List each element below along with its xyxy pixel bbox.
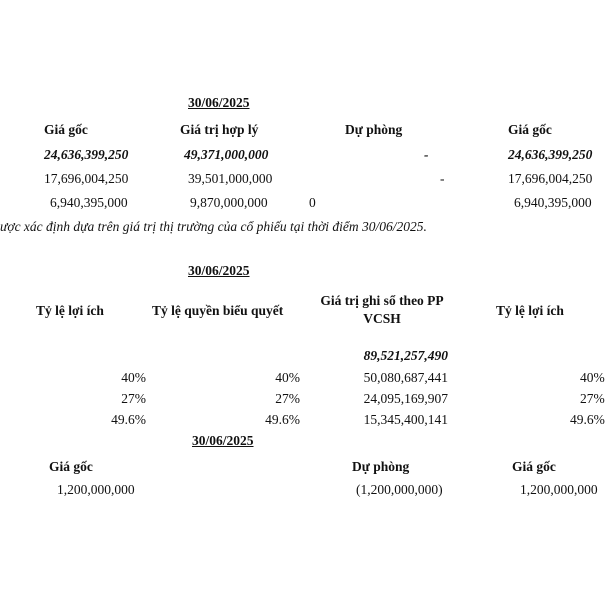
section2-row1-voting: 40% bbox=[275, 370, 300, 385]
section2-row3-book-value: 15,345,400,141 bbox=[363, 412, 448, 427]
section1-header-cost-prior: Giá gốc bbox=[508, 122, 552, 137]
section3-header-cost-prior: Giá gốc bbox=[512, 459, 556, 474]
section1-total-cost-prior: 24,636,399,250 bbox=[508, 147, 593, 162]
section3-row-cost: 1,200,000,000 bbox=[57, 482, 135, 497]
section2-row3-interest-prior: 49.6% bbox=[570, 412, 605, 427]
section1-header-cost: Giá gốc bbox=[44, 122, 88, 137]
section2-header-book-value-line2: VCSH bbox=[363, 311, 401, 326]
section3-header-cost: Giá gốc bbox=[49, 459, 93, 474]
section2-row3-interest: 49.6% bbox=[111, 412, 146, 427]
section1-row2-cost-prior: 6,940,395,000 bbox=[514, 195, 592, 210]
section2-header-interest-ratio: Tỷ lệ lợi ích bbox=[36, 303, 104, 318]
section1-total-provision: - bbox=[424, 147, 429, 162]
section2-header-book-value-line1: Giá trị ghi sổ theo PP bbox=[320, 293, 444, 308]
section2-row2-book-value: 24,095,169,907 bbox=[363, 391, 448, 406]
section2-header-interest-ratio-prior: Tỷ lệ lợi ích bbox=[496, 303, 564, 318]
section1-row2-fair-value: 9,870,000,000 bbox=[190, 195, 268, 210]
section1-header-provision: Dự phòng bbox=[345, 122, 403, 137]
section3-header-provision: Dự phòng bbox=[352, 459, 410, 474]
section1-row1-provision: - bbox=[440, 171, 445, 186]
section1-row2-provision: 0 bbox=[309, 195, 316, 210]
section2-row3-voting: 49.6% bbox=[265, 412, 300, 427]
section2-row2-voting: 27% bbox=[275, 391, 300, 406]
section1-row2-cost: 6,940,395,000 bbox=[50, 195, 128, 210]
section3-row-provision: (1,200,000,000) bbox=[356, 482, 443, 497]
section2-total-book-value: 89,521,257,490 bbox=[363, 348, 448, 363]
section1-row1-cost-prior: 17,696,004,250 bbox=[508, 171, 593, 186]
section1-header-fair-value: Giá trị hợp lý bbox=[180, 122, 259, 137]
section1-row1-fair-value: 39,501,000,000 bbox=[188, 171, 273, 186]
section1-total-fair-value: 49,371,000,000 bbox=[184, 147, 269, 162]
section2-row1-interest: 40% bbox=[121, 370, 146, 385]
section2-row1-book-value: 50,080,687,441 bbox=[363, 370, 448, 385]
section1-note: ược xác định dựa trên giá trị thị trường của cổ phiếu tại thời điểm 30/06/2025. bbox=[0, 219, 427, 234]
section1-row1-cost: 17,696,004,250 bbox=[44, 171, 129, 186]
section2-header-voting-ratio: Tỷ lệ quyền biểu quyết bbox=[152, 303, 284, 318]
section1-total-cost: 24,636,399,250 bbox=[44, 147, 129, 162]
section3-date-header: 30/06/2025 bbox=[192, 433, 254, 448]
section2-row1-interest-prior: 40% bbox=[580, 370, 605, 385]
section2-row2-interest: 27% bbox=[121, 391, 146, 406]
section1-date-header: 30/06/2025 bbox=[188, 95, 250, 110]
section3-row-cost-prior: 1,200,000,000 bbox=[520, 482, 598, 497]
section2-date-header: 30/06/2025 bbox=[188, 263, 250, 278]
section2-row2-interest-prior: 27% bbox=[580, 391, 605, 406]
